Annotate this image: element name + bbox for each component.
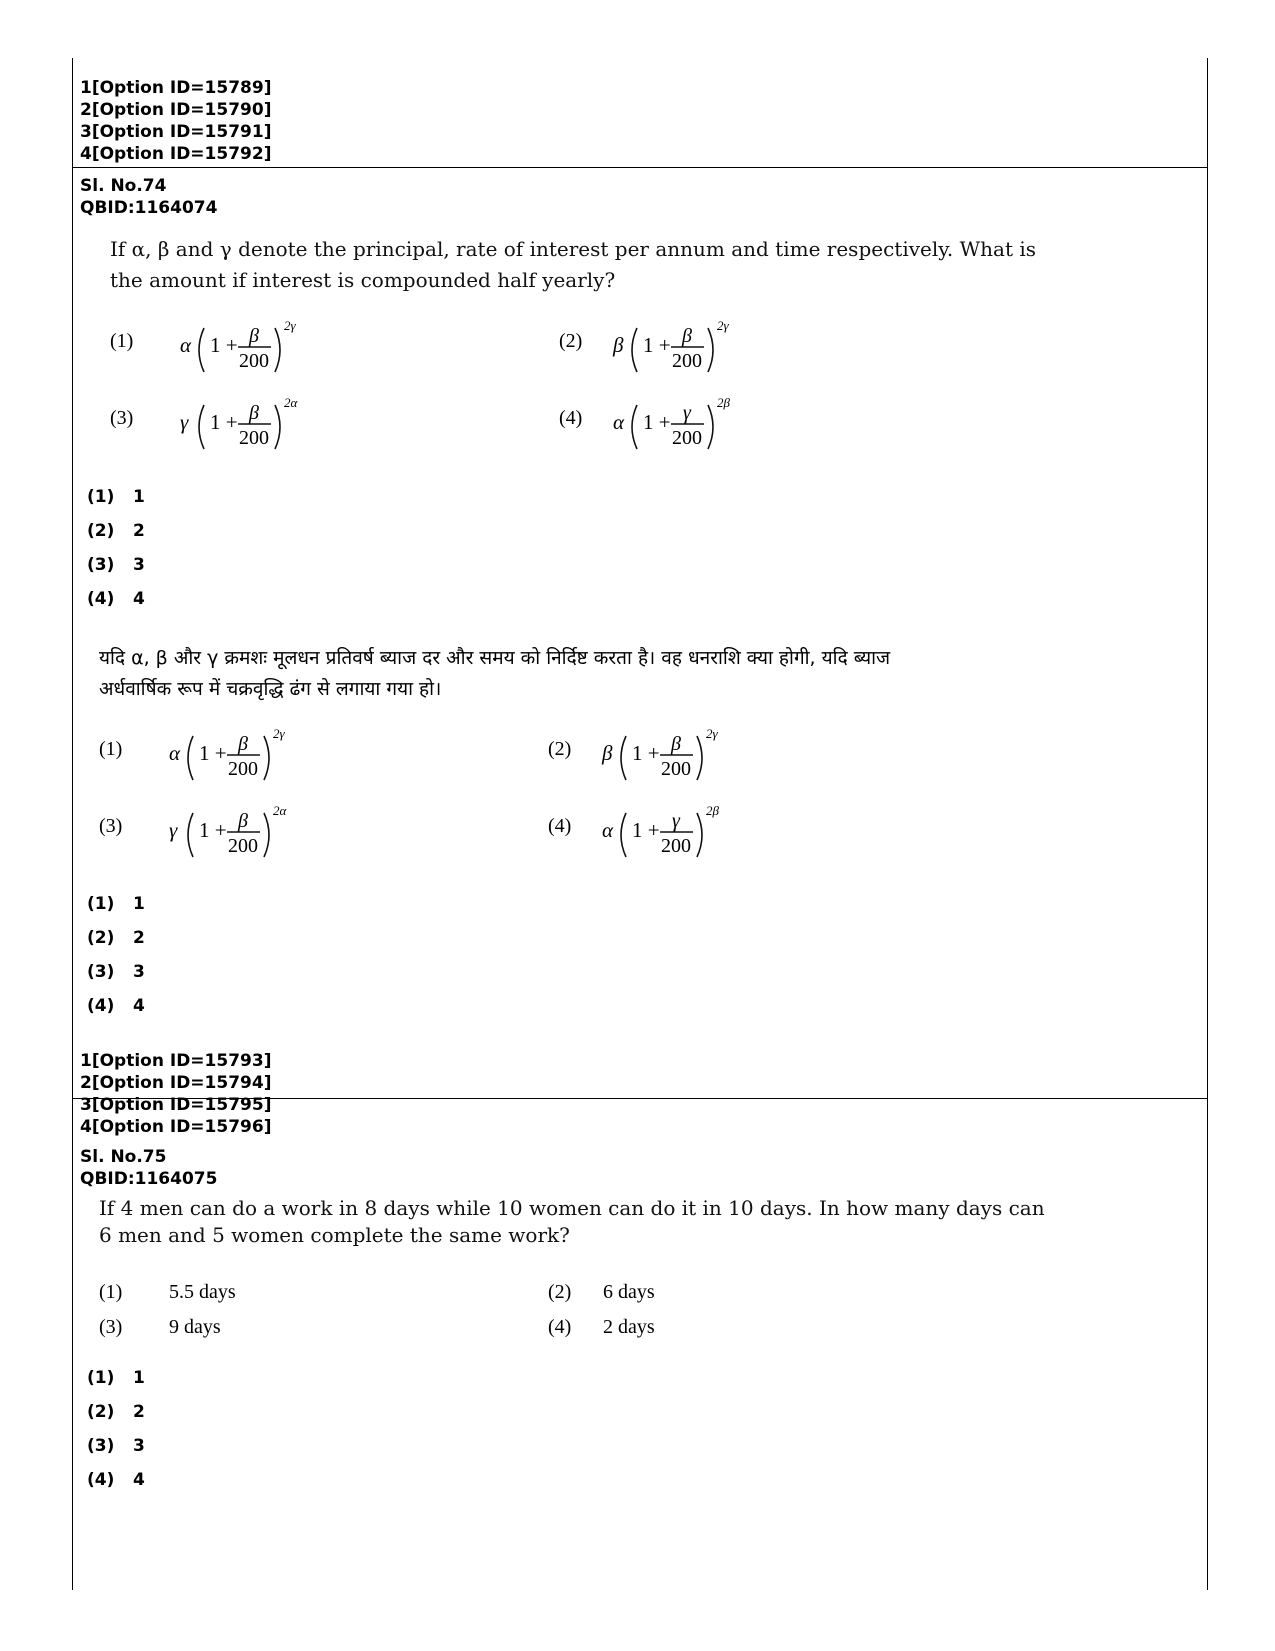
- option-id: 1[Option ID=15793]: [80, 1051, 272, 1071]
- formula-one-plus: 1 +: [632, 741, 660, 765]
- fraction-numerator: β: [238, 810, 248, 832]
- fraction-denominator: 200: [661, 835, 691, 857]
- fraction-numerator: β: [238, 733, 248, 755]
- formula-svg: [602, 728, 742, 788]
- answer-value: 4: [133, 589, 145, 609]
- fraction-numerator: γ: [683, 402, 691, 424]
- formula-svg: [602, 805, 742, 865]
- option-id: 4[Option ID=15792]: [80, 144, 272, 164]
- formula-svg: [180, 320, 320, 380]
- answer-label: (4): [87, 589, 115, 609]
- answer-value: 1: [133, 894, 145, 914]
- answer-option[interactable]: [87, 487, 145, 507]
- answer-option[interactable]: [87, 1470, 145, 1490]
- formula-one-plus: 1 +: [199, 818, 227, 842]
- left-paren: [621, 736, 626, 780]
- formula-svg: [180, 397, 320, 457]
- left-paren: [632, 405, 637, 449]
- choice-text: 5.5 days: [169, 1281, 236, 1303]
- formula-exponent: 2α: [284, 395, 298, 410]
- choice-text: 2 days: [603, 1316, 655, 1338]
- option-id-list: [80, 77, 271, 165]
- formula-exponent: 2γ: [273, 726, 285, 741]
- choice-number: (3): [99, 1316, 123, 1338]
- option-id: 3[Option ID=15791]: [80, 122, 272, 142]
- question-text-hi: [99, 643, 890, 705]
- formula-exponent: 2β: [706, 803, 719, 818]
- formula-svg: [169, 805, 309, 865]
- question-text-en: [110, 234, 1036, 296]
- fraction-denominator: 200: [672, 427, 702, 449]
- answer-label: (2): [87, 521, 115, 541]
- formula-exponent: 2γ: [284, 318, 296, 333]
- answer-value: 3: [133, 1436, 145, 1456]
- qbid: QBID:1164075: [80, 1169, 218, 1189]
- right-paren: [708, 328, 713, 372]
- answer-value: 1: [133, 487, 145, 507]
- choice-number: (4): [559, 407, 583, 429]
- formula-svg: [613, 397, 753, 457]
- option-id: 1[Option ID=15789]: [80, 78, 272, 98]
- left-paren: [188, 736, 193, 780]
- question-line: the amount if interest is compounded half yearly?: [110, 268, 616, 292]
- choice-formula: [180, 397, 320, 463]
- formula-svg: [613, 320, 753, 380]
- left-paren: [199, 405, 204, 449]
- option-id: 4[Option ID=15796]: [80, 1117, 272, 1137]
- formula-one-plus: 1 +: [632, 818, 660, 842]
- choice-formula: [613, 320, 753, 386]
- right-paren: [264, 813, 269, 857]
- choice-number: (1): [99, 738, 123, 760]
- option-id-list: [80, 1050, 271, 1138]
- answer-value: 2: [133, 928, 145, 948]
- choice-text: 9 days: [169, 1316, 221, 1338]
- choice-formula: [169, 728, 309, 794]
- formula-exponent: 2γ: [706, 726, 718, 741]
- answer-option[interactable]: [87, 1368, 145, 1388]
- answer-option[interactable]: [87, 1436, 145, 1456]
- answer-option[interactable]: [87, 962, 145, 982]
- serial-number: Sl. No.74: [80, 176, 167, 196]
- serial-number: Sl. No.75: [80, 1147, 167, 1167]
- answer-label: (2): [87, 928, 115, 948]
- left-paren: [199, 328, 204, 372]
- answer-value: 4: [133, 1470, 145, 1490]
- formula-coefficient: γ: [169, 818, 178, 842]
- answer-label: (3): [87, 962, 115, 982]
- choice-number: (3): [110, 407, 134, 429]
- fraction-denominator: 200: [672, 350, 702, 372]
- answer-value: 2: [133, 1402, 145, 1422]
- formula-one-plus: 1 +: [643, 333, 671, 357]
- formula-one-plus: 1 +: [199, 741, 227, 765]
- choice-number: (2): [559, 330, 583, 352]
- choice-text: 6 days: [603, 1281, 655, 1303]
- formula-coefficient: β: [602, 741, 613, 765]
- option-id: 3[Option ID=15795]: [80, 1095, 272, 1115]
- formula-exponent: 2β: [717, 395, 730, 410]
- formula-exponent: 2α: [273, 803, 287, 818]
- choice-formula: [180, 320, 320, 386]
- choice-number: (4): [548, 815, 572, 837]
- qbid: QBID:1164074: [80, 198, 218, 218]
- question-text-en: [99, 1195, 1045, 1249]
- right-paren: [264, 736, 269, 780]
- fraction-numerator: β: [249, 402, 259, 424]
- question-line: If α, β and γ denote the principal, rate of interest per annum and time respectively. What is: [110, 237, 1037, 261]
- choice-number: (1): [99, 1281, 123, 1303]
- choice-formula: [169, 805, 309, 871]
- left-paren: [188, 813, 193, 857]
- answer-label: (3): [87, 555, 115, 575]
- answer-option[interactable]: [87, 521, 145, 541]
- formula-coefficient: β: [613, 333, 624, 357]
- answer-option[interactable]: [87, 894, 145, 914]
- choice-formula: [602, 728, 742, 794]
- question-line: If 4 men can do a work in 8 days while 10 women can do it in 10 days. In how many days can: [99, 1196, 1045, 1220]
- fraction-numerator: β: [682, 325, 692, 347]
- question-header: [80, 1146, 217, 1190]
- divider: [72, 167, 1208, 168]
- right-paren: [275, 405, 280, 449]
- fraction-denominator: 200: [661, 758, 691, 780]
- left-paren: [621, 813, 626, 857]
- answer-label: (4): [87, 996, 115, 1016]
- right-paren: [697, 813, 702, 857]
- question-line: अर्धवार्षिक रूप में चक्रवृद्धि ढंग से लगाया गया हो।: [99, 678, 442, 700]
- answer-option[interactable]: [87, 928, 145, 948]
- answer-label: (4): [87, 1470, 115, 1490]
- option-id: 2[Option ID=15790]: [80, 100, 272, 120]
- choice-formula: [613, 397, 753, 463]
- left-paren: [632, 328, 637, 372]
- answer-value: 2: [133, 521, 145, 541]
- formula-one-plus: 1 +: [643, 410, 671, 434]
- answer-label: (1): [87, 894, 115, 914]
- choice-number: (3): [99, 815, 123, 837]
- choice-formula: [602, 805, 742, 871]
- fraction-numerator: γ: [672, 810, 680, 832]
- right-paren: [708, 405, 713, 449]
- question-line: 6 men and 5 women complete the same work?: [99, 1223, 570, 1247]
- answer-value: 1: [133, 1368, 145, 1388]
- fraction-denominator: 200: [239, 350, 269, 372]
- question-line: यदि α, β और γ क्रमशः मूलधन प्रतिवर्ष ब्याज दर और समय को निर्दिष्ट करता है। वह धनराशि क्या होगी, यदि ब्याज: [99, 647, 891, 669]
- answer-value: 3: [133, 555, 145, 575]
- choice-number: (2): [548, 1281, 572, 1303]
- fraction-numerator: β: [671, 733, 681, 755]
- answer-label: (1): [87, 487, 115, 507]
- answer-label: (2): [87, 1402, 115, 1422]
- choice-number: (1): [110, 330, 134, 352]
- formula-svg: [169, 728, 309, 788]
- answer-value: 4: [133, 996, 145, 1016]
- question-header: [80, 175, 217, 219]
- answer-value: 3: [133, 962, 145, 982]
- fraction-denominator: 200: [228, 758, 258, 780]
- answer-option[interactable]: [87, 555, 145, 575]
- formula-coefficient: γ: [180, 410, 189, 434]
- choice-number: (4): [548, 1316, 572, 1338]
- fraction-denominator: 200: [228, 835, 258, 857]
- answer-label: (3): [87, 1436, 115, 1456]
- choice-number: (2): [548, 738, 572, 760]
- fraction-numerator: β: [249, 325, 259, 347]
- formula-coefficient: α: [602, 818, 614, 842]
- fraction-denominator: 200: [239, 427, 269, 449]
- answer-option[interactable]: [87, 589, 145, 609]
- formula-one-plus: 1 +: [210, 410, 238, 434]
- answer-option[interactable]: [87, 996, 145, 1016]
- formula-exponent: 2γ: [717, 318, 729, 333]
- right-paren: [275, 328, 280, 372]
- answer-label: (1): [87, 1368, 115, 1388]
- formula-coefficient: α: [613, 410, 625, 434]
- answer-option[interactable]: [87, 1402, 145, 1422]
- formula-coefficient: α: [180, 333, 192, 357]
- right-paren: [697, 736, 702, 780]
- option-id: 2[Option ID=15794]: [80, 1073, 272, 1093]
- formula-one-plus: 1 +: [210, 333, 238, 357]
- formula-coefficient: α: [169, 741, 181, 765]
